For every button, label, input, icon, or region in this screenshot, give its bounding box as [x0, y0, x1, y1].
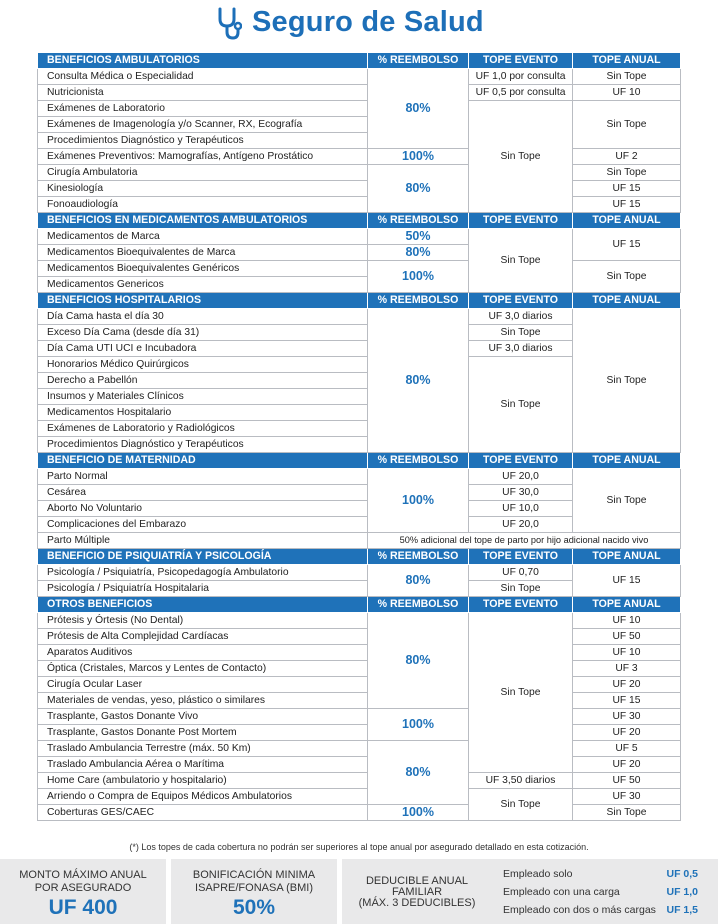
table-row — [38, 533, 681, 549]
section-title: BENEFICIOS AMBULATORIOS — [38, 53, 368, 69]
tope-evento-value: UF 20,0 — [469, 469, 573, 485]
tope-evento-value: UF 20,0 — [469, 517, 573, 533]
benefit-name: Procedimientos Diagnóstico y Terapéuticos — [38, 133, 368, 149]
benefit-name: Coberturas GES/CAEC — [38, 805, 368, 821]
reembolso-value: 80% — [368, 245, 469, 261]
col-tope-anual: TOPE ANUAL — [573, 453, 681, 469]
benefit-name: Día Cama hasta el día 30 — [38, 309, 368, 325]
table-row — [38, 805, 681, 821]
benefit-name: Exámenes de Laboratorio — [38, 101, 368, 117]
table-row — [38, 565, 681, 581]
tope-anual-value: UF 5 — [573, 741, 681, 757]
col-reembolso: % REEMBOLSO — [368, 293, 469, 309]
benefit-name: Óptica (Cristales, Marcos y Lentes de Contacto) — [38, 661, 368, 677]
benefit-name: Cirugía Ocular Laser — [38, 677, 368, 693]
col-tope-evento: TOPE EVENTO — [469, 549, 573, 565]
tope-anual-value: UF 50 — [573, 773, 681, 789]
benefit-name: Prótesis y Órtesis (No Dental) — [38, 613, 368, 629]
ded-row-label: Empleado con dos o más cargas — [503, 904, 656, 916]
page-header — [0, 0, 718, 48]
tope-evento-value: UF 0,5 por consulta — [469, 85, 573, 101]
tope-anual-value: UF 20 — [573, 677, 681, 693]
section-header-hospitalarios — [38, 293, 681, 309]
col-reembolso: % REEMBOLSO — [368, 597, 469, 613]
tope-evento-value: UF 30,0 — [469, 485, 573, 501]
monto-value: UF 400 — [48, 896, 118, 919]
tope-evento-value: UF 0,70 — [469, 565, 573, 581]
monto-label-1: MONTO MÁXIMO ANUAL — [19, 869, 147, 881]
ded-row-label: Empleado con una carga — [503, 886, 620, 898]
benefit-name: Fonoaudiología — [38, 197, 368, 213]
tope-anual-value: Sin Tope — [573, 165, 681, 181]
page-title: Seguro de Salud — [252, 6, 484, 38]
col-tope-anual: TOPE ANUAL — [573, 597, 681, 613]
tope-anual-value: UF 10 — [573, 613, 681, 629]
table-row — [38, 261, 681, 277]
col-reembolso: % REEMBOLSO — [368, 453, 469, 469]
tope-evento-value: UF 10,0 — [469, 501, 573, 517]
reembolso-value: 80% — [368, 565, 469, 597]
tope-evento-value: Sin Tope — [469, 357, 573, 453]
tope-evento-value: Sin Tope — [469, 101, 573, 213]
tope-anual-value: UF 15 — [573, 197, 681, 213]
bonif-label-2: ISAPRE/FONASA (BMI) — [195, 882, 313, 894]
table-row — [38, 677, 681, 693]
ded-label-1: DEDUCIBLE ANUAL — [365, 875, 469, 887]
benefit-name: Prótesis de Alta Complejidad Cardíacas — [38, 629, 368, 645]
reembolso-value: 100% — [368, 261, 469, 293]
summary-bar — [0, 859, 718, 924]
col-tope-anual: TOPE ANUAL — [573, 213, 681, 229]
col-tope-anual: TOPE ANUAL — [573, 293, 681, 309]
tope-anual-value: UF 15 — [573, 181, 681, 197]
parto-multiple-note: 50% adicional del tope de parto por hijo adicional nacido vivo — [368, 533, 681, 549]
benefit-name: Derecho a Pabellón — [38, 373, 368, 389]
tope-anual-value: Sin Tope — [573, 805, 681, 821]
section-title: OTROS BENEFICIOS — [38, 597, 368, 613]
reembolso-value: 80% — [368, 165, 469, 213]
benefit-name: Arriendo o Compra de Equipos Médicos Ambulatorios — [38, 789, 368, 805]
table-row — [38, 661, 681, 677]
tope-evento-value: UF 3,50 diarios — [469, 773, 573, 789]
col-tope-anual: TOPE ANUAL — [573, 549, 681, 565]
bonificacion-box — [171, 859, 337, 924]
col-reembolso: % REEMBOLSO — [368, 549, 469, 565]
section-title: BENEFICIOS EN MEDICAMENTOS AMBULATORIOS — [38, 213, 368, 229]
bonif-value: 50% — [232, 896, 276, 919]
benefit-name: Trasplante, Gastos Donante Post Mortem — [38, 725, 368, 741]
ded-row-label: Empleado solo — [503, 868, 573, 880]
tope-anual-value: UF 15 — [573, 693, 681, 709]
col-reembolso: % REEMBOLSO — [368, 213, 469, 229]
table-row — [38, 229, 681, 245]
table-row — [38, 613, 681, 629]
benefit-name: Parto Múltiple — [38, 533, 368, 549]
table-row — [38, 69, 681, 85]
stethoscope-icon — [216, 7, 242, 41]
section-title: BENEFICIO DE PSIQUIATRÍA Y PSICOLOGÍA — [38, 549, 368, 565]
monto-maximo-box — [0, 859, 166, 924]
col-tope-evento: TOPE EVENTO — [469, 453, 573, 469]
table-row — [38, 181, 681, 197]
tope-evento-value: Sin Tope — [469, 789, 573, 821]
section-title: BENEFICIOS HOSPITALARIOS — [38, 293, 368, 309]
tope-evento-value: Sin Tope — [469, 581, 573, 597]
benefit-name: Complicaciones del Embarazo — [38, 517, 368, 533]
benefit-name: Cesárea — [38, 485, 368, 501]
benefit-name: Cirugía Ambulatoria — [38, 165, 368, 181]
benefit-name: Trasplante, Gastos Donante Vivo — [38, 709, 368, 725]
table-row — [38, 645, 681, 661]
tope-evento-value: UF 3,0 diarios — [469, 309, 573, 325]
tope-evento-value: Sin Tope — [469, 325, 573, 341]
reembolso-value: 100% — [368, 469, 469, 533]
tope-evento-value: Sin Tope — [469, 613, 573, 773]
table-row — [38, 693, 681, 709]
benefit-name: Exámenes Preventivos: Mamografías, Antígeno Prostático — [38, 149, 368, 165]
table-row — [38, 789, 681, 805]
ded-row-value: UF 0,5 — [666, 868, 698, 880]
tope-anual-value: UF 2 — [573, 149, 681, 165]
tope-evento-value: UF 1,0 por consulta — [469, 69, 573, 85]
col-tope-anual: TOPE ANUAL — [573, 53, 681, 69]
benefit-name: Aparatos Auditivos — [38, 645, 368, 661]
benefit-name: Psicología / Psiquiatría Hospitalaria — [38, 581, 368, 597]
tope-anual-value: Sin Tope — [573, 261, 681, 293]
table-row — [38, 741, 681, 757]
reembolso-value: 100% — [368, 805, 469, 821]
table-row — [38, 757, 681, 773]
tope-evento-value: UF 3,0 diarios — [469, 341, 573, 357]
tope-evento-value: Sin Tope — [469, 229, 573, 293]
col-tope-evento: TOPE EVENTO — [469, 597, 573, 613]
benefit-name: Medicamentos Genericos — [38, 277, 368, 293]
benefit-name: Psicología / Psiquiatría, Psicopedagogía Ambulatorio — [38, 565, 368, 581]
tope-anual-value: UF 20 — [573, 757, 681, 773]
tope-anual-value: UF 50 — [573, 629, 681, 645]
ded-label-3: (MÁX. 3 DEDUCIBLES) — [358, 897, 476, 909]
footnote: (*) Los topes de cada cobertura no podrán ser superiores al tope anual por asegurado detallado en esta cotización. — [129, 842, 589, 852]
table-row — [38, 101, 681, 117]
benefit-name: Aborto No Voluntario — [38, 501, 368, 517]
table-row — [38, 725, 681, 741]
benefit-name: Exámenes de Laboratorio y Radiológicos — [38, 421, 368, 437]
section-header-maternidad — [38, 453, 681, 469]
reembolso-value: 80% — [368, 309, 469, 453]
monto-label-2: POR ASEGURADO — [34, 882, 132, 894]
col-tope-evento: TOPE EVENTO — [469, 293, 573, 309]
bonif-label-1: BONIFICACIÓN MINIMA — [192, 869, 316, 881]
ded-row-value: UF 1,5 — [666, 904, 698, 916]
col-tope-evento: TOPE EVENTO — [469, 53, 573, 69]
section-title: BENEFICIO DE MATERNIDAD — [38, 453, 368, 469]
table-row — [38, 149, 681, 165]
benefit-name: Kinesiología — [38, 181, 368, 197]
benefit-name: Traslado Ambulancia Aérea o Marítima — [38, 757, 368, 773]
reembolso-value: 100% — [368, 149, 469, 165]
benefit-name: Día Cama UTI UCI e Incubadora — [38, 341, 368, 357]
tope-anual-value: Sin Tope — [573, 101, 681, 149]
reembolso-value: 80% — [368, 69, 469, 149]
benefit-name: Nutricionista — [38, 85, 368, 101]
section-header-medicamentos — [38, 213, 681, 229]
tope-anual-value: UF 10 — [573, 645, 681, 661]
col-reembolso: % REEMBOLSO — [368, 53, 469, 69]
table-row — [38, 85, 681, 101]
table-row — [38, 629, 681, 645]
table-row — [38, 309, 681, 325]
table-row — [38, 773, 681, 789]
benefit-name: Home Care (ambulatorio y hospitalario) — [38, 773, 368, 789]
tope-anual-value: Sin Tope — [573, 469, 681, 533]
tope-anual-value: UF 30 — [573, 709, 681, 725]
tope-anual-value: UF 30 — [573, 789, 681, 805]
benefit-name: Exámenes de Imagenología y/o Scanner, RX, Ecografía — [38, 117, 368, 133]
tope-anual-value: Sin Tope — [573, 69, 681, 85]
reembolso-value: 80% — [368, 613, 469, 709]
reembolso-value: 100% — [368, 709, 469, 741]
tope-anual-value: Sin Tope — [573, 309, 681, 453]
benefit-name: Exceso Día Cama (desde día 31) — [38, 325, 368, 341]
benefit-name: Parto Normal — [38, 469, 368, 485]
benefit-name: Honorarios Médico Quirúrgicos — [38, 357, 368, 373]
table-row — [38, 165, 681, 181]
tope-anual-value: UF 3 — [573, 661, 681, 677]
tope-anual-value: UF 15 — [573, 229, 681, 261]
benefits-table — [37, 52, 681, 821]
benefit-name: Traslado Ambulancia Terrestre (máx. 50 Km) — [38, 741, 368, 757]
benefit-name: Insumos y Materiales Clínicos — [38, 389, 368, 405]
tope-anual-value: UF 20 — [573, 725, 681, 741]
benefit-name: Medicamentos Hospitalario — [38, 405, 368, 421]
reembolso-value: 50% — [368, 229, 469, 245]
table-row — [38, 709, 681, 725]
tope-anual-value: UF 10 — [573, 85, 681, 101]
col-tope-evento: TOPE EVENTO — [469, 213, 573, 229]
ded-row-value: UF 1,0 — [666, 886, 698, 898]
ded-label-2: FAMILIAR — [391, 886, 443, 898]
tope-anual-value: UF 15 — [573, 565, 681, 597]
benefit-name: Materiales de vendas, yeso, plástico o similares — [38, 693, 368, 709]
table-row — [38, 197, 681, 213]
benefit-name: Medicamentos de Marca — [38, 229, 368, 245]
benefit-name: Medicamentos Bioequivalentes Genéricos — [38, 261, 368, 277]
reembolso-value: 80% — [368, 741, 469, 805]
section-header-ambulatorios — [38, 53, 681, 69]
table-row — [38, 469, 681, 485]
section-header-psiquiatria — [38, 549, 681, 565]
benefit-name: Consulta Médica o Especialidad — [38, 69, 368, 85]
benefit-name: Procedimientos Diagnóstico y Terapéuticos — [38, 437, 368, 453]
benefit-name: Medicamentos Bioequivalentes de Marca — [38, 245, 368, 261]
section-header-otros — [38, 597, 681, 613]
